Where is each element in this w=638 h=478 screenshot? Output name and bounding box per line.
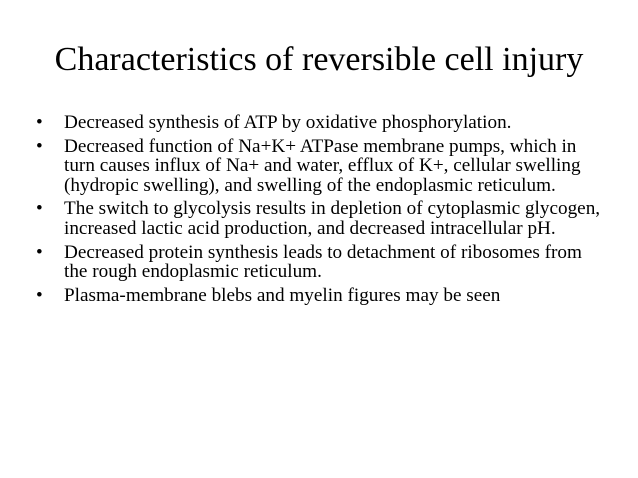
bullet-list xyxy=(36,113,606,309)
bullet-marker: • xyxy=(36,198,43,220)
bullet-item xyxy=(36,199,606,238)
bullet-marker: • xyxy=(36,241,43,263)
slide-title: Characteristics of reversible cell injury xyxy=(54,41,584,78)
bullet-item xyxy=(36,286,606,306)
bullet-marker: • xyxy=(36,135,43,157)
bullet-text: Plasma-membrane blebs and myelin figures may be seen xyxy=(64,284,501,306)
bullet-item xyxy=(36,113,606,133)
bullet-item xyxy=(36,243,606,282)
bullet-marker: • xyxy=(36,284,43,306)
bullet-item xyxy=(36,137,606,196)
bullet-text: Decreased synthesis of ATP by oxidative phosphorylation. xyxy=(64,112,512,133)
bullet-text: The switch to glycolysis results in depletion of cytoplasmic glycogen, increased lactic acid production, and decreased intracellular pH. xyxy=(64,198,601,239)
bullet-marker: • xyxy=(36,112,43,133)
bullet-text: Decreased protein synthesis leads to detachment of ribosomes from the rough endoplasmic reticulum. xyxy=(64,241,582,283)
bullet-text: Decreased function of Na+K+ ATPase membrane pumps, which in turn causes influx of Na+ and water, efflux of K+, cellular swelling (hydropic swelling), and swelling of the endoplasmic reticulum. xyxy=(64,135,581,196)
